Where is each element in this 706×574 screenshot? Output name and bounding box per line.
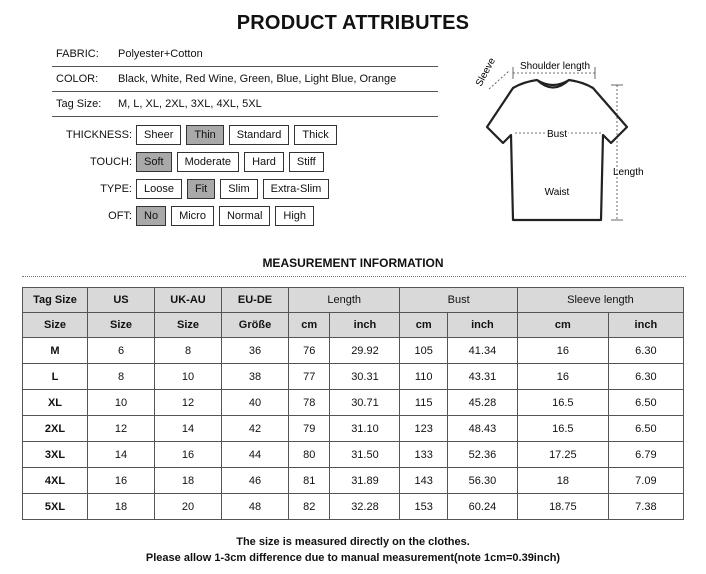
header-cell: inch	[330, 313, 400, 338]
table-row	[23, 364, 684, 390]
table-cell: 29.92	[330, 338, 400, 364]
header-cell: Size	[155, 313, 222, 338]
header-cell: EU-DE	[222, 288, 289, 313]
attribute-label: COLOR:	[56, 73, 99, 85]
table-cell: 115	[400, 390, 447, 416]
chip-slim: Slim	[220, 179, 257, 199]
table-cell: 12	[155, 390, 222, 416]
bust-label: Bust	[546, 129, 568, 140]
table-cell: 6.30	[608, 364, 683, 390]
table-cell: 16	[88, 468, 155, 494]
chip-thick: Thick	[294, 125, 336, 145]
table-row	[23, 338, 684, 364]
table-cell: 18.75	[517, 494, 608, 520]
table-cell: 7.09	[608, 468, 683, 494]
option-label: THICKNESS:	[65, 129, 132, 141]
shoulder-length-label: Shoulder length	[519, 61, 591, 72]
option-type	[52, 179, 334, 199]
table-cell: 48	[222, 494, 289, 520]
table-cell: 14	[155, 416, 222, 442]
table-cell: 7.38	[608, 494, 683, 520]
table-cell: 3XL	[23, 442, 88, 468]
header-cell: US	[88, 288, 155, 313]
table-cell: 30.71	[330, 390, 400, 416]
table-cell: 105	[400, 338, 447, 364]
table-cell: 10	[88, 390, 155, 416]
header-cell: inch	[608, 313, 683, 338]
table-cell: 5XL	[23, 494, 88, 520]
chip-soft: Soft	[136, 152, 172, 172]
dotted-divider	[22, 276, 686, 277]
table-cell: 56.30	[447, 468, 517, 494]
attribute-value: M, L, XL, 2XL, 3XL, 4XL, 5XL	[118, 98, 262, 110]
chip-sheer: Sheer	[136, 125, 181, 145]
table-row	[23, 494, 684, 520]
table-subheader-row	[23, 313, 684, 338]
table-cell: 76	[289, 338, 330, 364]
chip-hard: Hard	[244, 152, 284, 172]
header-cell: Size	[23, 313, 88, 338]
table-row	[23, 442, 684, 468]
table-cell: 31.89	[330, 468, 400, 494]
table-cell: 8	[88, 364, 155, 390]
waist-label: Waist	[544, 187, 570, 198]
table-cell: 20	[155, 494, 222, 520]
header-cell: Größe	[222, 313, 289, 338]
tshirt-diagram	[465, 55, 665, 235]
table-cell: 18	[155, 468, 222, 494]
table-body	[23, 338, 684, 520]
table-row	[23, 416, 684, 442]
table-cell: 153	[400, 494, 447, 520]
table-cell: 17.25	[517, 442, 608, 468]
table-cell: 16	[517, 364, 608, 390]
table-cell: 123	[400, 416, 447, 442]
table-cell: 46	[222, 468, 289, 494]
table-cell: 45.28	[447, 390, 517, 416]
header-cell: cm	[400, 313, 447, 338]
attribute-color	[52, 67, 438, 92]
option-label: OFT:	[108, 210, 132, 222]
table-cell: 79	[289, 416, 330, 442]
attribute-fabric	[52, 42, 438, 67]
table-cell: 78	[289, 390, 330, 416]
table-cell: 48.43	[447, 416, 517, 442]
header-cell: Length	[289, 288, 400, 313]
table-cell: 16	[517, 338, 608, 364]
footer-note-1: The size is measured directly on the clothes.	[236, 536, 470, 548]
header-cell: inch	[447, 313, 517, 338]
table-cell: 82	[289, 494, 330, 520]
header-cell: UK-AU	[155, 288, 222, 313]
chip-extra-slim: Extra-Slim	[263, 179, 330, 199]
table-cell: 14	[88, 442, 155, 468]
chip-fit: Fit	[187, 179, 215, 199]
page-title: PRODUCT ATTRIBUTES	[236, 12, 470, 34]
option-label: TOUCH:	[90, 156, 132, 168]
table-cell: 31.50	[330, 442, 400, 468]
option-oft	[52, 206, 319, 226]
table-cell: 31.10	[330, 416, 400, 442]
length-label: Length	[613, 167, 644, 178]
chip-stiff: Stiff	[289, 152, 324, 172]
table-cell: 4XL	[23, 468, 88, 494]
chip-micro: Micro	[171, 206, 214, 226]
table-cell: 2XL	[23, 416, 88, 442]
table-cell: 16.5	[517, 390, 608, 416]
chip-thin: Thin	[186, 125, 223, 145]
header-cell: Bust	[400, 288, 517, 313]
table-row	[23, 468, 684, 494]
table-cell: 52.36	[447, 442, 517, 468]
measurement-table	[22, 287, 684, 520]
table-row	[23, 390, 684, 416]
header-cell: Tag Size	[23, 288, 88, 313]
table-cell: 8	[155, 338, 222, 364]
table-cell: 30.31	[330, 364, 400, 390]
attribute-tag-size	[52, 92, 438, 117]
table-cell: 43.31	[447, 364, 517, 390]
table-cell: XL	[23, 390, 88, 416]
table-cell: 32.28	[330, 494, 400, 520]
measurement-title: MEASUREMENT INFORMATION	[262, 256, 444, 270]
footer-note-2: Please allow 1-3cm difference due to manual measurement(note 1cm=0.39inch)	[145, 552, 561, 564]
table-cell: 36	[222, 338, 289, 364]
table-cell: 80	[289, 442, 330, 468]
table-cell: 38	[222, 364, 289, 390]
table-cell: 81	[289, 468, 330, 494]
table-cell: 16.5	[517, 416, 608, 442]
option-label: TYPE:	[100, 183, 132, 195]
option-thickness	[52, 125, 342, 145]
table-cell: 143	[400, 468, 447, 494]
table-cell: 41.34	[447, 338, 517, 364]
attribute-value: Black, White, Red Wine, Green, Blue, Light Blue, Orange	[118, 73, 397, 85]
table-cell: 18	[88, 494, 155, 520]
table-cell: 110	[400, 364, 447, 390]
attribute-label: Tag Size:	[56, 98, 102, 110]
table-cell: 40	[222, 390, 289, 416]
chip-no: No	[136, 206, 166, 226]
table-cell: M	[23, 338, 88, 364]
table-cell: 16	[155, 442, 222, 468]
table-cell: 18	[517, 468, 608, 494]
attribute-label: FABRIC:	[56, 48, 99, 60]
header-cell: Size	[88, 313, 155, 338]
table-cell: 6.50	[608, 390, 683, 416]
chip-loose: Loose	[136, 179, 182, 199]
table-cell: 77	[289, 364, 330, 390]
table-cell: 10	[155, 364, 222, 390]
table-cell: 12	[88, 416, 155, 442]
table-cell: L	[23, 364, 88, 390]
sleeve-label: Sleeve	[473, 56, 499, 89]
table-cell: 133	[400, 442, 447, 468]
table-cell: 6.50	[608, 416, 683, 442]
table-cell: 6	[88, 338, 155, 364]
chip-normal: Normal	[219, 206, 270, 226]
table-cell: 44	[222, 442, 289, 468]
chip-high: High	[275, 206, 314, 226]
table-cell: 60.24	[447, 494, 517, 520]
header-cell: Sleeve length	[517, 288, 683, 313]
chip-moderate: Moderate	[177, 152, 239, 172]
table-cell: 42	[222, 416, 289, 442]
header-cell: cm	[517, 313, 608, 338]
attribute-value: Polyester+Cotton	[118, 48, 203, 60]
table-header-row	[23, 288, 684, 313]
chip-standard: Standard	[229, 125, 290, 145]
header-cell: cm	[289, 313, 330, 338]
table-cell: 6.79	[608, 442, 683, 468]
option-touch	[52, 152, 329, 172]
table-cell: 6.30	[608, 338, 683, 364]
